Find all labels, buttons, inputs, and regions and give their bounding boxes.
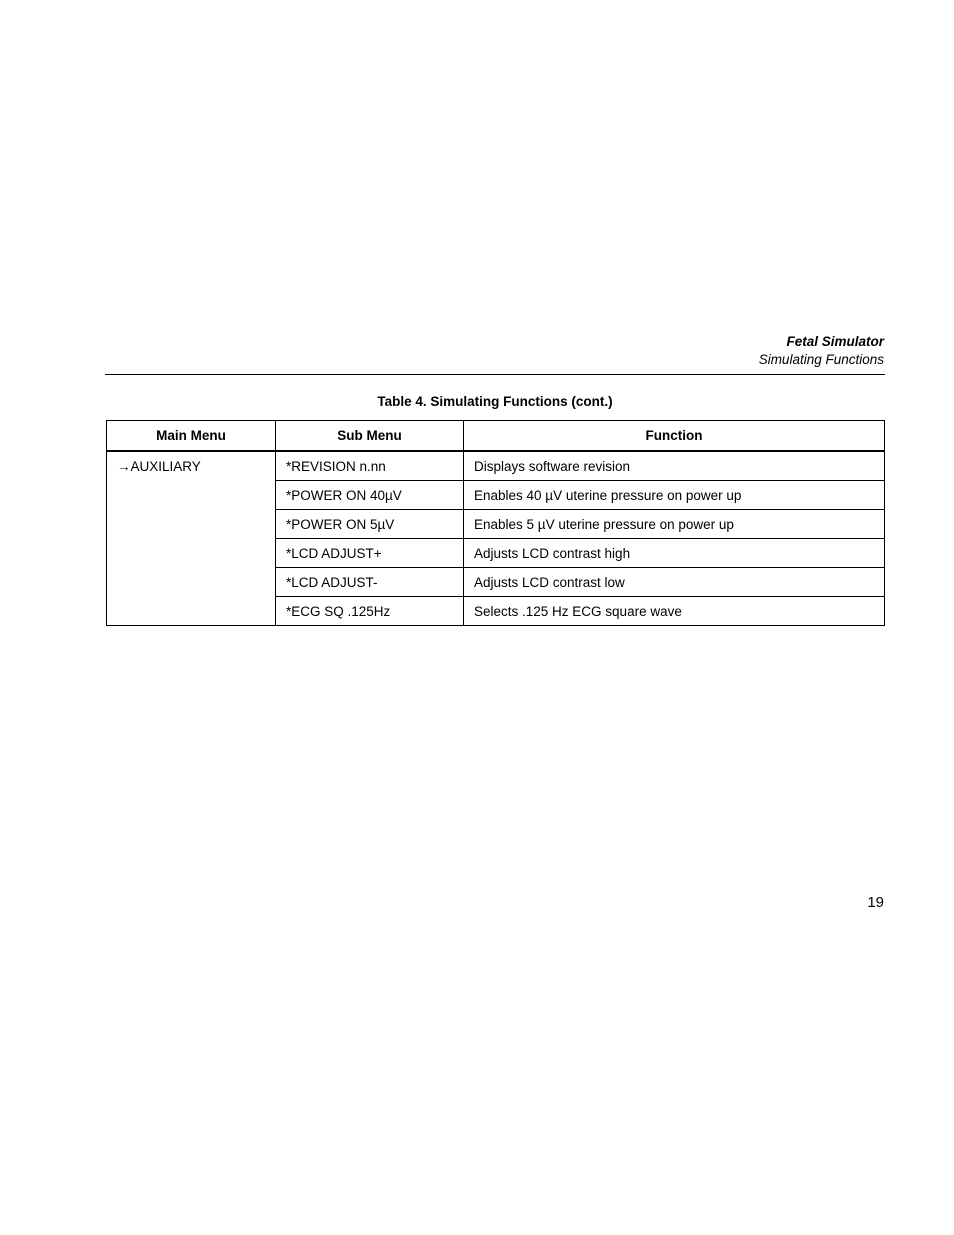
sub-menu-cell: *POWER ON 40µV xyxy=(276,481,464,510)
column-header-main-menu: Main Menu xyxy=(107,421,276,452)
sub-menu-cell: *LCD ADJUST+ xyxy=(276,539,464,568)
header-divider xyxy=(105,374,885,375)
sub-menu-cell: *LCD ADJUST- xyxy=(276,568,464,597)
function-cell: Displays software revision xyxy=(464,451,885,481)
column-header-sub-menu: Sub Menu xyxy=(276,421,464,452)
simulating-functions-table xyxy=(106,420,885,626)
table-row xyxy=(107,451,885,481)
page-number: 19 xyxy=(867,894,884,911)
function-cell: Selects .125 Hz ECG square wave xyxy=(464,597,885,626)
function-cell: Enables 5 µV uterine pressure on power up xyxy=(464,510,885,539)
function-cell: Adjusts LCD contrast low xyxy=(464,568,885,597)
function-cell: Adjusts LCD contrast high xyxy=(464,539,885,568)
section-title: Simulating Functions xyxy=(758,352,884,367)
sub-menu-cell: *ECG SQ .125Hz xyxy=(276,597,464,626)
sub-menu-cell: *REVISION n.nn xyxy=(276,451,464,481)
table-caption: Table 4. Simulating Functions (cont.) xyxy=(377,394,613,409)
sub-menu-cell: *POWER ON 5µV xyxy=(276,510,464,539)
function-cell: Enables 40 µV uterine pressure on power up xyxy=(464,481,885,510)
document-title: Fetal Simulator xyxy=(786,334,884,349)
column-header-function: Function xyxy=(464,421,885,452)
main-menu-cell: →AUXILIARY xyxy=(107,451,276,626)
table-header-row xyxy=(107,421,885,452)
